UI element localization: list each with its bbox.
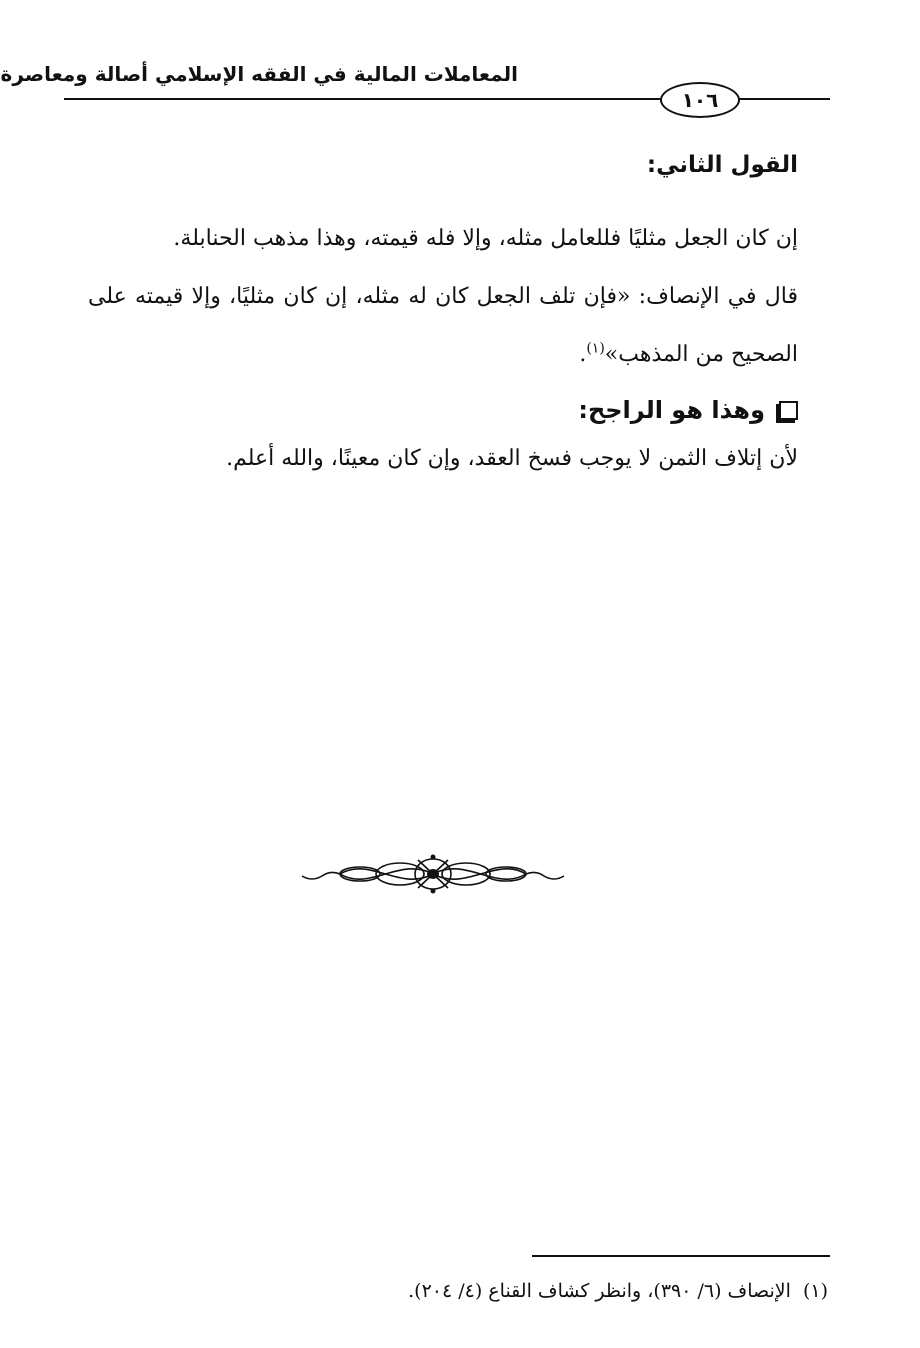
footnote-marker: (١) bbox=[802, 1280, 828, 1302]
page-number: ١٠٦ bbox=[681, 88, 719, 112]
running-title: المعاملات المالية في الفقه الإسلامي أصالة ومعاصرة bbox=[0, 62, 518, 86]
main-content bbox=[88, 150, 798, 488]
quote-text: قال في الإنصاف: «فإن تلف الجعل كان له مثله، إن كان مثليًا، وإلا قيمته على الصحيح من المذهب» bbox=[88, 284, 798, 367]
paragraph-opinion: إن كان الجعل مثليًا فللعامل مثله، وإلا فله قيمته، وهذا مذهب الحنابلة. bbox=[173, 226, 798, 251]
section-heading: القول الثاني: bbox=[646, 152, 798, 178]
footnote-rule bbox=[532, 1255, 830, 1257]
footnote bbox=[228, 1276, 828, 1306]
footnote-reference: (١) bbox=[586, 340, 605, 357]
paragraph-conclusion: لأن إتلاف الثمن لا يوجب فسخ العقد، وإن كان معينًا، والله أعلم. bbox=[226, 446, 798, 471]
footnote-text: الإنصاف (٦/ ٣٩٠)، وانظر كشاف القناع (٤/ ٢٠٤). bbox=[408, 1280, 791, 1302]
page-number-frame bbox=[660, 82, 740, 118]
checkbox-icon bbox=[779, 401, 798, 420]
preferred-opinion-heading bbox=[88, 390, 798, 430]
ornament-divider bbox=[300, 852, 566, 896]
paragraph-quote bbox=[88, 268, 798, 384]
preferred-opinion-label: وهذا هو الراجح: bbox=[578, 396, 765, 424]
quote-end: . bbox=[579, 342, 587, 367]
